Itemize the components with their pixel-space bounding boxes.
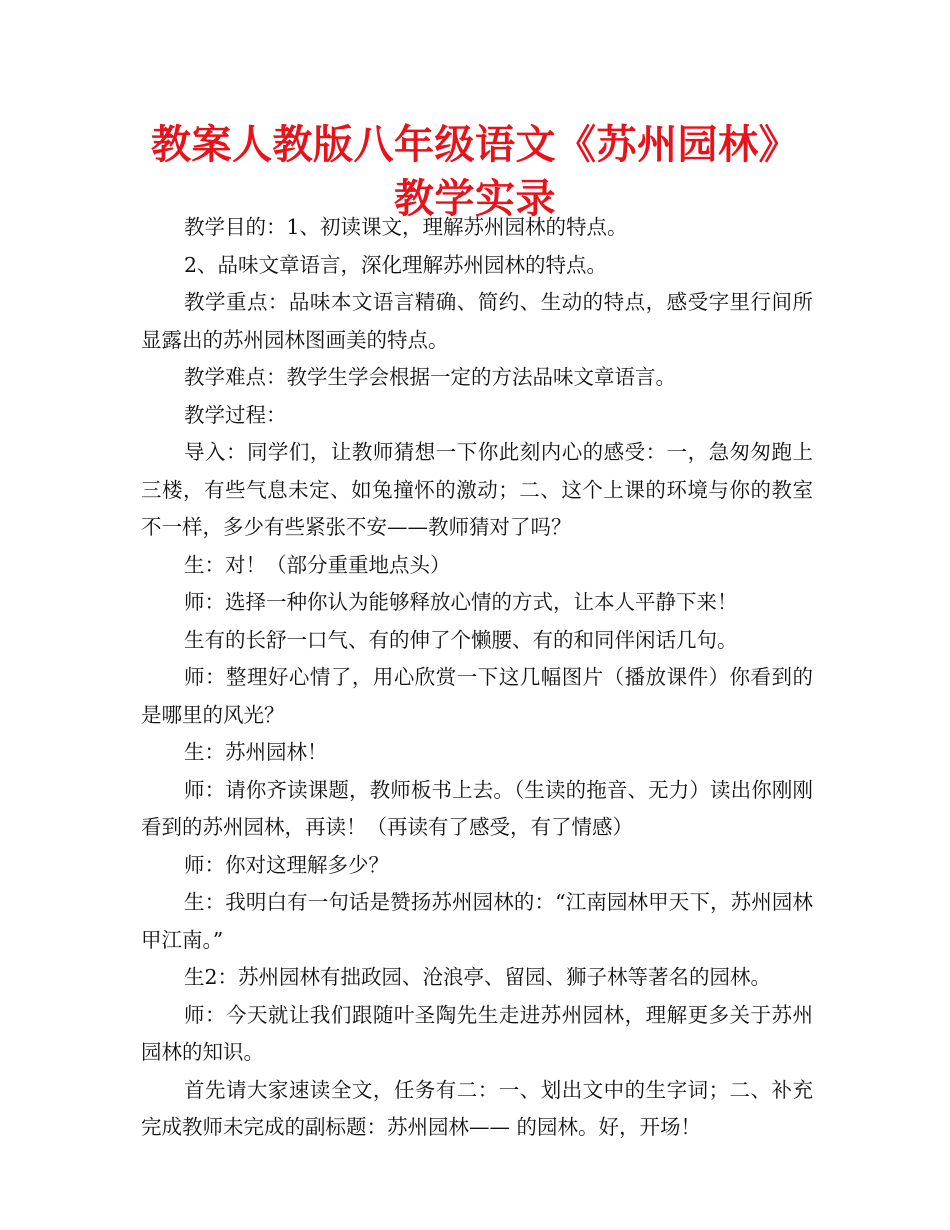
paragraph-teacher-read-title: 师：请你齐读课题，教师板书上去。（生读的拖音、无力）读出你刚刚看到的苏州园林，再读！（再读有了感受，有了情感） (141, 777, 813, 839)
document-title: 教案人教版八年级语文《苏州园林》教学实录 (151, 122, 799, 222)
paragraph-student-2-gardens: 生2：苏州园林有拙政园、沧浪亭、留园、狮子林等著名的园林。 (184, 965, 772, 989)
paragraph-student-actions: 生有的长舒一口气、有的伸了个懒腰、有的和同伴闲话几句。 (184, 627, 738, 652)
document-body (141, 209, 813, 1147)
paragraph-student-answer: 生：苏州园林！ (184, 740, 328, 764)
paragraph-key-points: 教学重点：品味本文语言精确、简约、生动的特点，感受字里行间所显露出的苏州园林图画美的特点。 (141, 290, 813, 352)
paragraph-objective-2: 2、品味文章语言，深化理解苏州园林的特点。 (184, 252, 608, 277)
paragraph-teacher-question: 师：你对这理解多少？ (184, 852, 389, 877)
paragraph-introduction: 导入：同学们，让教师猜想一下你此刻内心的感受：一，急匆匆跑上三楼，有些气息未定、如兔撞怀的激动；二、这个上课的环境与你的教室不一样，多少有些紧张不安——教师猜对了吗？ (141, 440, 813, 539)
paragraph-objectives: 教学目的：1、初读课文，理解苏州园林的特点。 (184, 215, 628, 239)
paragraph-difficulties: 教学难点：教学生学会根据一定的方法品味文章语言。 (184, 365, 676, 389)
paragraph-student-reply: 生：对！（部分重重地点头） (184, 552, 451, 577)
paragraph-task: 首先请大家速读全文，任务有二：一、划出文中的生字词；二、补充完成教师未完成的副标题：苏州园林—— 的园林。好，开场！ (141, 1077, 813, 1139)
paragraph-teacher-relax: 师：选择一种你认为能够释放心情的方式，让本人平静下来！ (184, 590, 738, 614)
paragraph-student-saying: 生：我明白有一句话是赞扬苏州园林的：“江南园林甲天下，苏州园林甲江南。” (141, 890, 813, 952)
paragraph-teacher-guide: 师：今天就让我们跟随叶圣陶先生走进苏州园林，理解更多关于苏州园林的知识。 (141, 1002, 813, 1064)
paragraph-process-heading: 教学过程： (184, 402, 287, 427)
paragraph-teacher-pictures: 师：整理好心情了，用心欣赏一下这几幅图片（播放课件）你看到的是哪里的风光？ (141, 665, 813, 727)
